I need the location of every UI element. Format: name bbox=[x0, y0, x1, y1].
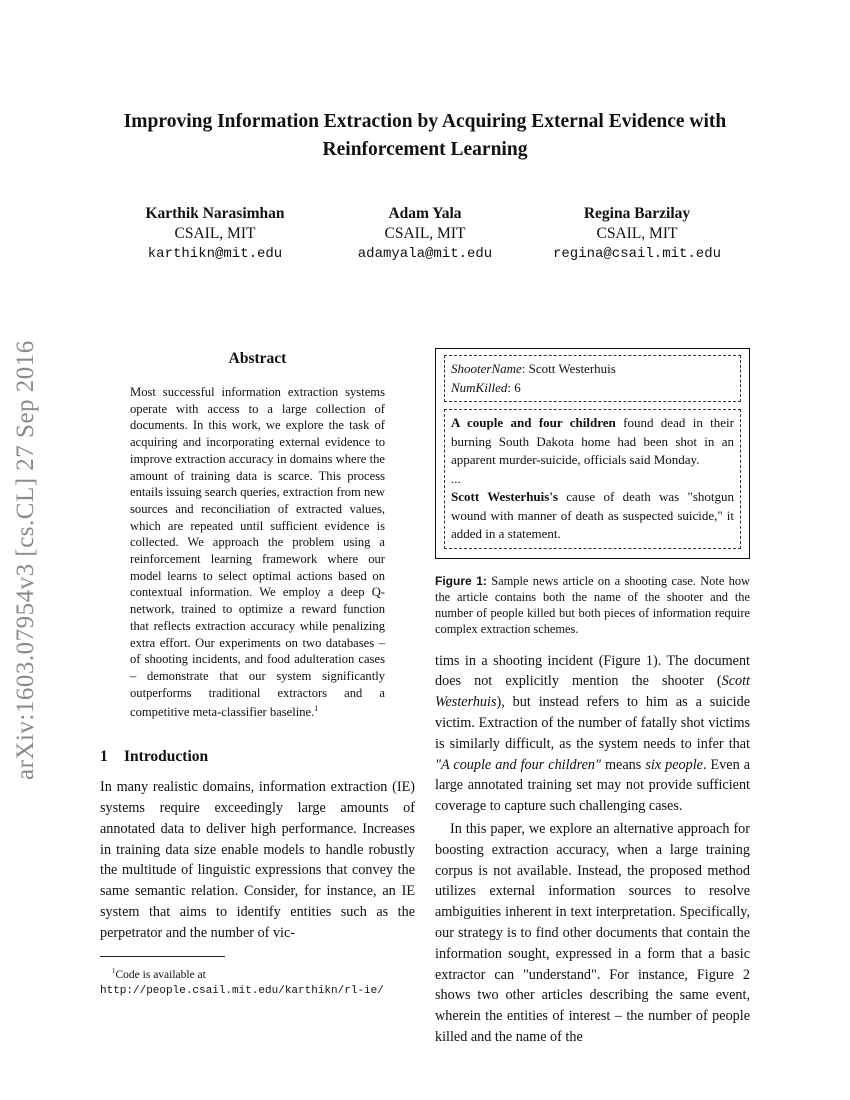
field-value: : Scott Westerhuis bbox=[521, 361, 616, 376]
arxiv-stamp-text: arXiv:1603.07954v3 [cs.CL] 27 Sep 2016 bbox=[12, 340, 39, 780]
footnote-divider bbox=[100, 956, 225, 957]
footnote-url-link[interactable]: http://people.csail.mit.edu/karthikn/rl-ie/ bbox=[100, 985, 384, 998]
article-sentence-2 bbox=[451, 488, 734, 544]
article-ellipsis: ... bbox=[451, 470, 461, 486]
num-killed-field bbox=[451, 379, 734, 398]
author-2 bbox=[315, 204, 535, 264]
author-3 bbox=[527, 204, 747, 264]
article-excerpt-box bbox=[444, 409, 741, 549]
text-run-italic: "A couple and four children" bbox=[435, 756, 601, 773]
author-name: Adam Yala bbox=[388, 205, 462, 222]
section-number: 1 bbox=[100, 748, 108, 766]
text-run-italic: Scott Westerhuis bbox=[435, 673, 750, 711]
author-name: Regina Barzilay bbox=[583, 205, 691, 222]
section-heading-introduction bbox=[100, 747, 415, 767]
field-label: NumKilled bbox=[451, 379, 508, 395]
extracted-fields-box bbox=[444, 355, 741, 402]
footnote bbox=[100, 963, 415, 1000]
article-highlight: A couple and four children bbox=[451, 415, 616, 430]
author-email[interactable]: regina@csail.mit.edu bbox=[552, 246, 722, 262]
abstract-heading: Abstract bbox=[228, 350, 287, 367]
author-affiliation: CSAIL, MIT bbox=[596, 225, 678, 242]
caption-label: Figure 1: bbox=[435, 573, 487, 588]
footnote-text: Code is available at bbox=[115, 968, 206, 981]
figure-1-caption bbox=[435, 573, 750, 638]
paper-title: Improving Information Extraction by Acquiring External Evidence with Reinforcement Learning bbox=[123, 111, 727, 160]
author-1 bbox=[105, 204, 325, 264]
author-name: Karthik Narasimhan bbox=[145, 205, 285, 222]
intro-paragraph-1: In many realistic domains, information extraction (IE) systems require exceedingly large amounts of annotated data to deliver high performance. Increases in training data size enable models to handle robustly the multitude of linguistic expressions that convey the same semantic relation. Consider, for instance, an IE system that aims to identify entities such as the perpetrator and the number of vic- bbox=[100, 779, 415, 941]
article-sentence-1 bbox=[451, 414, 734, 470]
article-text: cause of death was "shotgun wound with manner of death as suspected suicide," it added in a statement. bbox=[451, 489, 734, 541]
field-label: ShooterName bbox=[451, 361, 522, 376]
arxiv-stamp bbox=[12, 0, 52, 1100]
author-email[interactable]: karthikn@mit.edu bbox=[147, 246, 283, 262]
caption-text: Sample news article on a shooting case. Note how the article contains both the name of the shooter and the number of people killed but both pieces of information require complex extraction schemes. bbox=[435, 573, 750, 637]
text-run: tims in a shooting incident (Figure 1). The document does not explicitly mention the shooter ( bbox=[435, 652, 750, 690]
abstract-text: Most successful information extraction systems operate with access to a large collection of documents. In this work, we explore the task of acquiring and incorporating external evidence to improve extraction accuracy in domains where the amount of training data is scarce. This process entails issuing search queries, extraction from new sources and reconciliation of extracted values, which are repeated until sufficient evidence is collected. We approach the problem using a reinforcement learning framework where our model learns to select optimal actions based on contextual information. We employ a deep Q-network, trained to optimize a reward function that reflects extraction accuracy while penalizing extra effort. Our experiments on two databases – of shooting incidents, and food adulteration cases – demonstrate that our system significantly outperforms traditional extractors and a competitive meta-classifier baseline. bbox=[130, 385, 385, 720]
author-email[interactable]: adamyala@mit.edu bbox=[357, 246, 493, 262]
field-value: : 6 bbox=[507, 379, 521, 395]
article-highlight: Scott Westerhuis's bbox=[451, 489, 558, 504]
footnote-number: 1 bbox=[112, 966, 116, 975]
intro-paragraph-continued bbox=[435, 651, 750, 817]
text-run: . Even a large annotated training set may not provide sufficient coverage to capture such challenging cases. bbox=[435, 756, 751, 815]
author-affiliation: CSAIL, MIT bbox=[174, 225, 256, 242]
figure-1-box bbox=[435, 348, 750, 559]
abstract-body bbox=[130, 384, 385, 721]
right-column bbox=[435, 348, 750, 1048]
left-column bbox=[100, 348, 415, 999]
text-run: ), but instead refers to him as a suicide victim. Extraction of the number of fatally shot victims is similarly difficult, as the system needs to infer that bbox=[435, 694, 750, 752]
shooter-name-field bbox=[451, 360, 734, 379]
text-run: means bbox=[600, 756, 646, 773]
text-run-italic: six people bbox=[645, 756, 703, 773]
author-affiliation: CSAIL, MIT bbox=[384, 225, 466, 242]
footnote-marker: 1 bbox=[314, 704, 319, 714]
article-text: found dead in their burning South Dakota home had been shot in an apparent murder-suicide, officials said Monday. bbox=[451, 415, 734, 467]
intro-paragraph-2: In this paper, we explore an alternative approach for boosting extraction accuracy, when a large training corpus is not available. Instead, the proposed method utilizes external information sources to resolve ambiguities inherent in text interpretation. Specifically, our strategy is to find other documents that contain the information sought, expressed in a form that a basic extractor can "understand". For instance, Figure 2 shows two other articles describing the same event, wherein the entities of interest – the number of people killed and the name of the bbox=[435, 821, 750, 1046]
section-title: Introduction bbox=[124, 748, 209, 766]
